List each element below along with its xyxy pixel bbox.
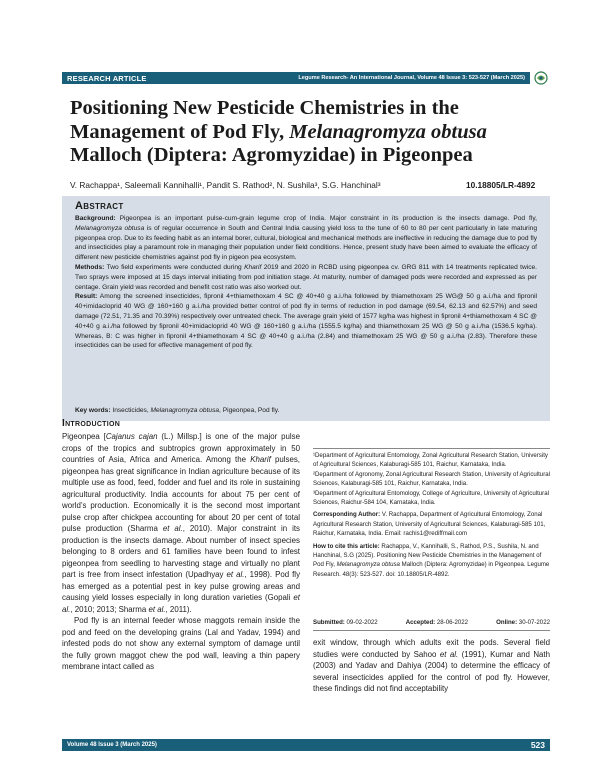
article-type-label: RESEARCH ARTICLE xyxy=(67,73,147,83)
submitted-date: Submitted: 09-02-2022 xyxy=(313,619,378,626)
article-dates xyxy=(313,619,550,631)
online-date: Online: 30-07-2022 xyxy=(496,619,550,626)
affiliation-block xyxy=(313,451,550,579)
abstract-methods: Methods: Two field experiments were conducted during Kharif 2019 and 2020 in RCBD using pigeonpea cv. GRG 811 with 14 treatments replicated twice. Two sprays were imposed at 15 days interval initiating from pod initiation stage. At maturity, number of damaged pods were recorded and expressed as per centage. Grain yield was recorded and benefit cost ratio was also worked out. xyxy=(75,263,537,291)
doi[interactable]: 10.18805/LR-4892 xyxy=(466,180,536,190)
introduction-right-column xyxy=(313,637,550,695)
introduction-left-column xyxy=(62,431,300,673)
keywords: Key words: Insecticides, Melanagromyza obtusa, Pigeonpea, Pod fly. xyxy=(75,407,280,414)
footer-issue: Volume 48 Issue 3 (March 2025) xyxy=(67,742,157,748)
abstract-heading: Abstract xyxy=(75,200,124,212)
affiliation-3: ³Department of Agricultural Entomology, College of Agriculture, University of Agricultural Sciences, Raichur-584 104, Karnataka, India. xyxy=(313,489,549,507)
footer-bar xyxy=(62,739,550,751)
intro-paragraph-1: Pigeonpea [Cajanus cajan (L.) Millsp.] is one of the major pulse crops of the tropics and subtropics grown approximately in 50 countries of Asia, Africa and America. Among the Kharif pulses, pigeonpea has great significance in Indian agriculture because of its multiple use as food, feed, fodder and fuel and its role in sustaining agricultural productivity. India accounts for about 75 per cent of world’s production. Economically it is the second most important pulse crop after chickpea accounting for about 20 per cent of total pulse production (Sharma et al., 2010). Major constraint in its production is the insects damage. About number of insect species belonging to 8 orders and 61 families have been found to infest pigeonpea from seedling to harvesting stage and virtually no plant part is free from insect infestation (Upadhyay et al., 1998). Pod fly has emerged as a potential pest in key pulse growing areas and causing yield losses especially in long duration varieties (Gopali et al., 2010; 2013; Sharma et al., 2011). xyxy=(62,432,301,614)
abstract-background: Background: Pigeonpea is an important pulse-cum-grain legume crop of India. Major constraint in its production is the insects damage. Pod fly, Melanagromyza obtusa is of regular occurrence in South and Central India causing yield loss to the tune of 60 to 80 per cent particularly in late maturing pigeonpea crop. Due to its feeding habit as an internal borer, cultural, biological and mechanical methods are ineffective in reducing the damage due to pod fly and insecticides play a paramount role in managing their population under field conditions. Hence, present study have been aimed to evaluate the efficacy of different new pesticide chemistries against pod fly in pigeon pea ecosystem. xyxy=(75,215,537,262)
page-number: 523 xyxy=(530,740,545,750)
abstract-box xyxy=(62,196,550,421)
accepted-date: Accepted: 28-06-2022 xyxy=(405,619,469,626)
affiliation-1: ¹Department of Agricultural Entomology, Zonal Agricultural Research Station, University of Agricultural Sciences, Kalaburagi-585 101, Raichur, Karnataka, India. xyxy=(313,452,548,469)
abstract-result: Result: Among the screened insecticides, fipronil 4+thiamethoxam 4 SC @ 40+40 g a.i./ha followed by thiamethoxam 25 WG@ 50 g a.i./ha and fipronil 40+imidacloprid 40 WG @ 160+160 g a.i./ha provided better control of pod fly in terms of reduction in pod damage (69.54, 62.13 and 62.57%) and seed damage (72.51, 71.35 and 70.39%) respectively over untreated check. The average grain yield of 1577 kg/ha was highest in fipronil 4+thiamethoxam 4 SC @ 40+40 g a.i./ha followed by fipronil 40+imidacloprid 40 WG @ 160+160 g a.i./ha (1555.5 kg/ha) and thiamethoxam 25 WG @ 50 g a.i./ha (1536.5 kg/ha). Whereas, B: C was higher in fipronil 4+thiamethoxam 4 SC @ 40+40 g a.i./ha (2.84) and thiamethoxam 25 WG @ 50 g a.i./ha (2.83). Therefore these insecticides can be used for effective management of pod fly. xyxy=(75,293,537,350)
header-bar xyxy=(62,72,530,84)
introduction-heading: Introduction xyxy=(62,418,121,429)
journal-logo-icon xyxy=(532,70,550,86)
intro-paragraph-2: Pod fly is an internal feeder whose maggots remain inside the pod and feed on the developing grains (Lal and Yadav, 1994) and infested pods do not show any external symptom of damage until the fully grown maggot chew the pod wall, leaving a thin papery membrane intact called as xyxy=(62,616,300,671)
corresponding-author: Corresponding Author: V. Rachappa, Department of Agricultural Entomology, Zonal Agricultural Research Station, University of Agricultural Sciences, Kalaburagi-585 101, Raichur, Karnataka, India. Email: rachis1@rediffmail.com xyxy=(313,511,546,538)
affiliation-2: ²Department of Agronomy, Zonal Agricultural Research Station, University of Agricultural Sciences, Kalaburagi-585 101, Raichur, Karnataka, India. xyxy=(313,470,550,488)
intro-paragraph-3: exit window, through which adults exit the pods. Several field studies were conducted by Sahoo et al. (1991), Kumar and Nath (2003) and Yadav and Dahiya (2004) to determine the efficacy of several insecticides applied for the control of pod fly. However, these findings did not find acceptability xyxy=(313,638,551,693)
journal-citation: Legume Research- An International Journal, Volume 48 Issue 3: 523-527 (March 2025) xyxy=(298,75,525,81)
affiliation-divider xyxy=(313,448,550,449)
how-to-cite: How to cite this article: Rachappa, V., Kannihalli, S., Rathod, P.S., Sushila, N. and Hanchinal, S.G (2025). Positioning New Pesticide Chemistries in the Management of Pod Fly, Melanagromyza obtusa Malloch (Diptera: Agromyzidae) in Pigeonpea. Legume Research. 48(3): 523-527. doi: 10.18805/LR-4892. xyxy=(313,542,550,578)
article-title: Positioning New Pesticide Chemistries in the Management of Pod Fly, Melanagromyza obtusa Malloch (Diptera: Agromyzidae) in Pigeonpea xyxy=(70,97,487,166)
author-list: V. Rachappa¹, Saleemali Kannihalli¹, Pandit S. Rathod², N. Sushila³, S.G. Hanchinal³ xyxy=(70,180,381,190)
